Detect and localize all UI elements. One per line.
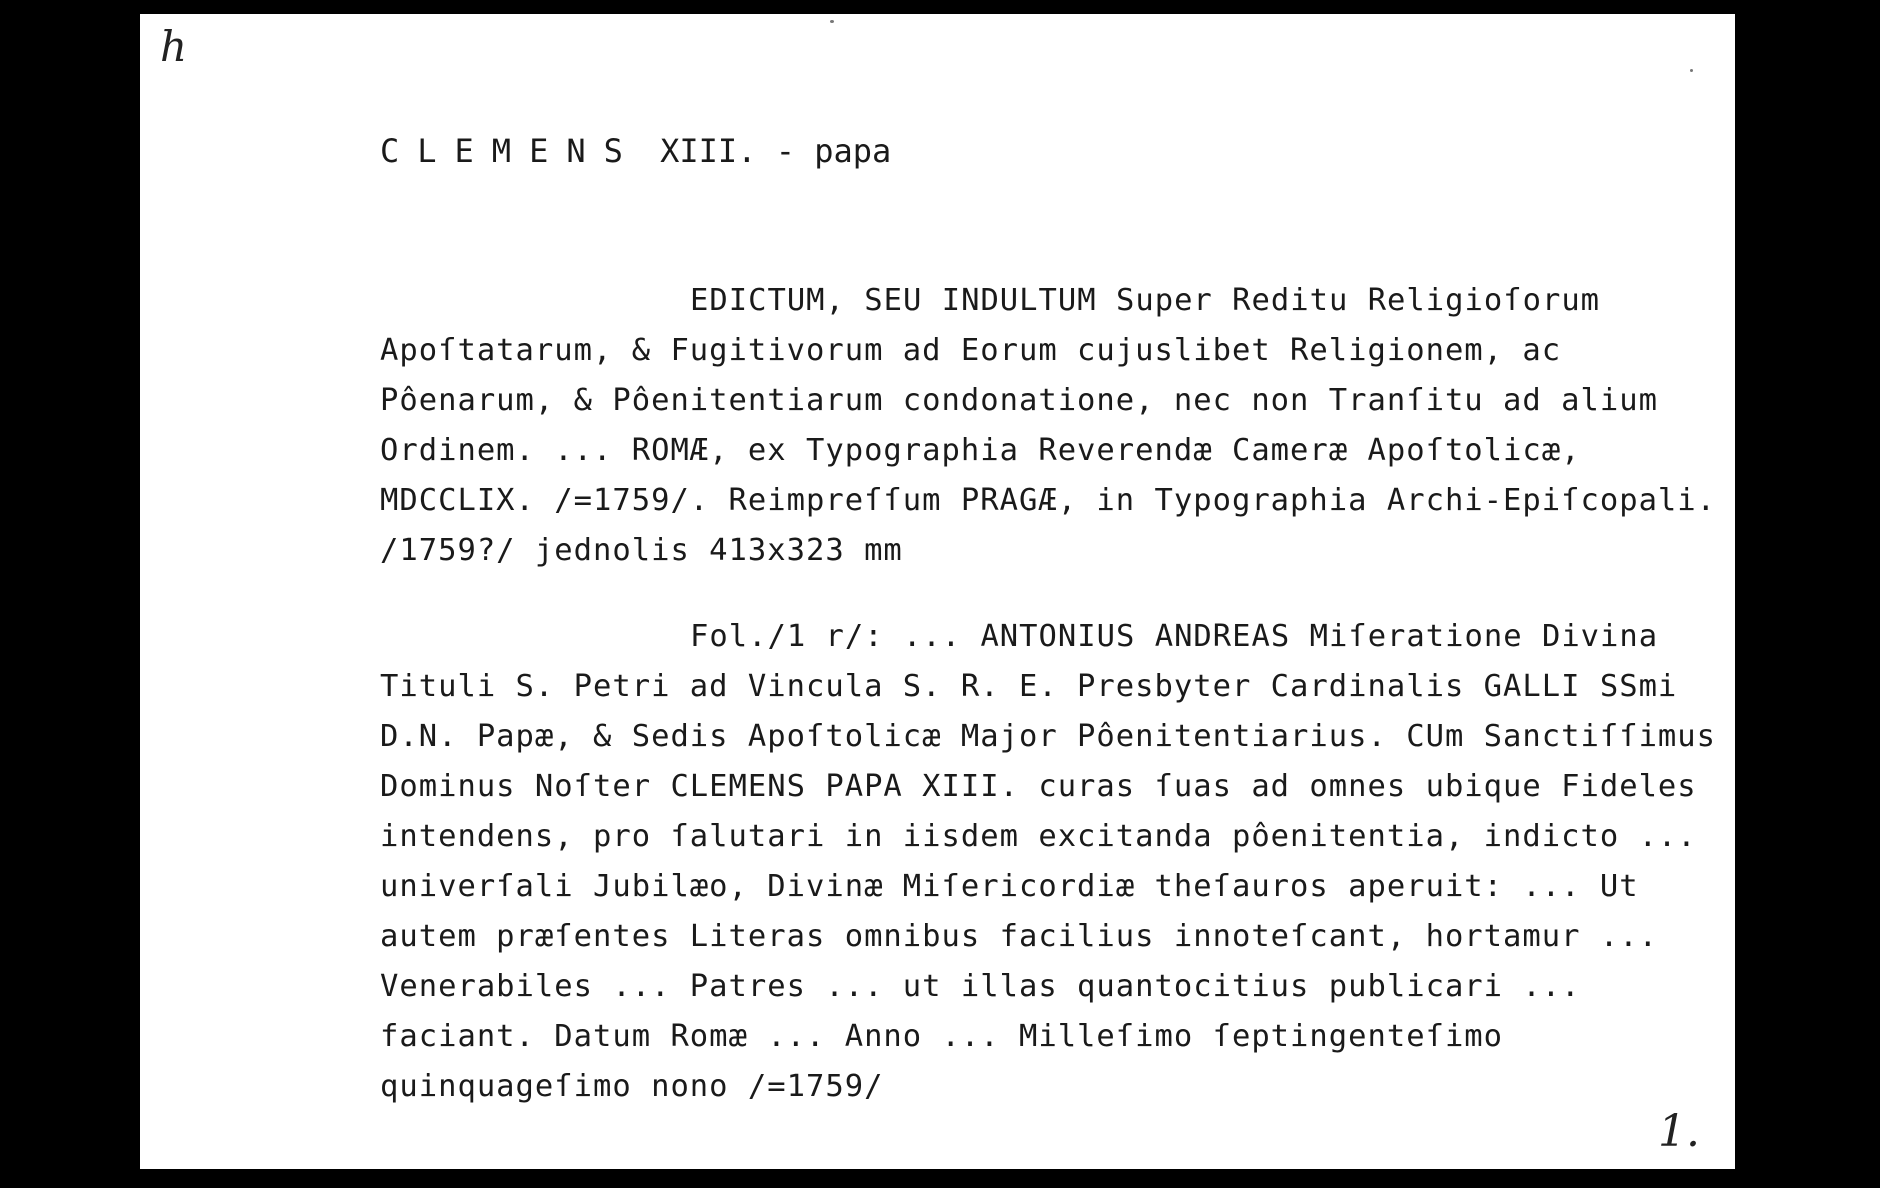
paper-speck (830, 20, 834, 23)
heading-name: CLEMENS (380, 132, 641, 170)
handwritten-corner-mark: h (160, 22, 188, 71)
description-paragraph: EDICTUM, SEU INDULTUM Super Reditu Religioſorum Apoſtatarum, & Fugitivorum ad Eorum cujuslibet Religionem, ac Pôenarum, & Pôenitentiarum condonatione, nec non Tranſitu ad alium Ordinem. ... ROMÆ, ex Typographia Reverendæ Cameræ Apoſtolicæ, MDCCLIX. /=1759/. Reimpreſſum PRAGÆ, in Typographia Archi-Epiſcopali. /1759?/ jednolis 413x323 mm (380, 283, 1717, 568)
heading-title: XIII. - papa (660, 132, 892, 170)
incipit-paragraph: Fol./1 r/: ... ANTONIUS ANDREAS Miſeratione Divina Tituli S. Petri ad Vincula S. R. E. Presbyter Cardinalis GALLI SSmi D.N. Papæ, & Sedis Apoſtolicæ Major Pôenitentiarius. CUm Sanctiſſimus Dominus Noſter CLEMENS PAPA XIII. curas ſuas ad omnes ubique Fideles intendens, pro ſalutari in iisdem excitanda pôenitentia, indicto ... univerſali Jubilæo, Divinæ Miſericordiæ theſauros aperuit: ... Ut autem præſentes Literas omnibus facilius innoteſcant, hortamur ... Venerabiles ... Patres ... ut illas quantocitius publicari ... faciant. Datum Romæ ... Anno ... Milleſimo ſeptingenteſimo quinquageſimo nono /=1759/ (380, 619, 1717, 1104)
catalog-card (140, 14, 1735, 1169)
handwritten-page-number: 1. (1658, 1106, 1700, 1157)
card-heading (380, 132, 891, 170)
paper-speck (1690, 69, 1693, 72)
